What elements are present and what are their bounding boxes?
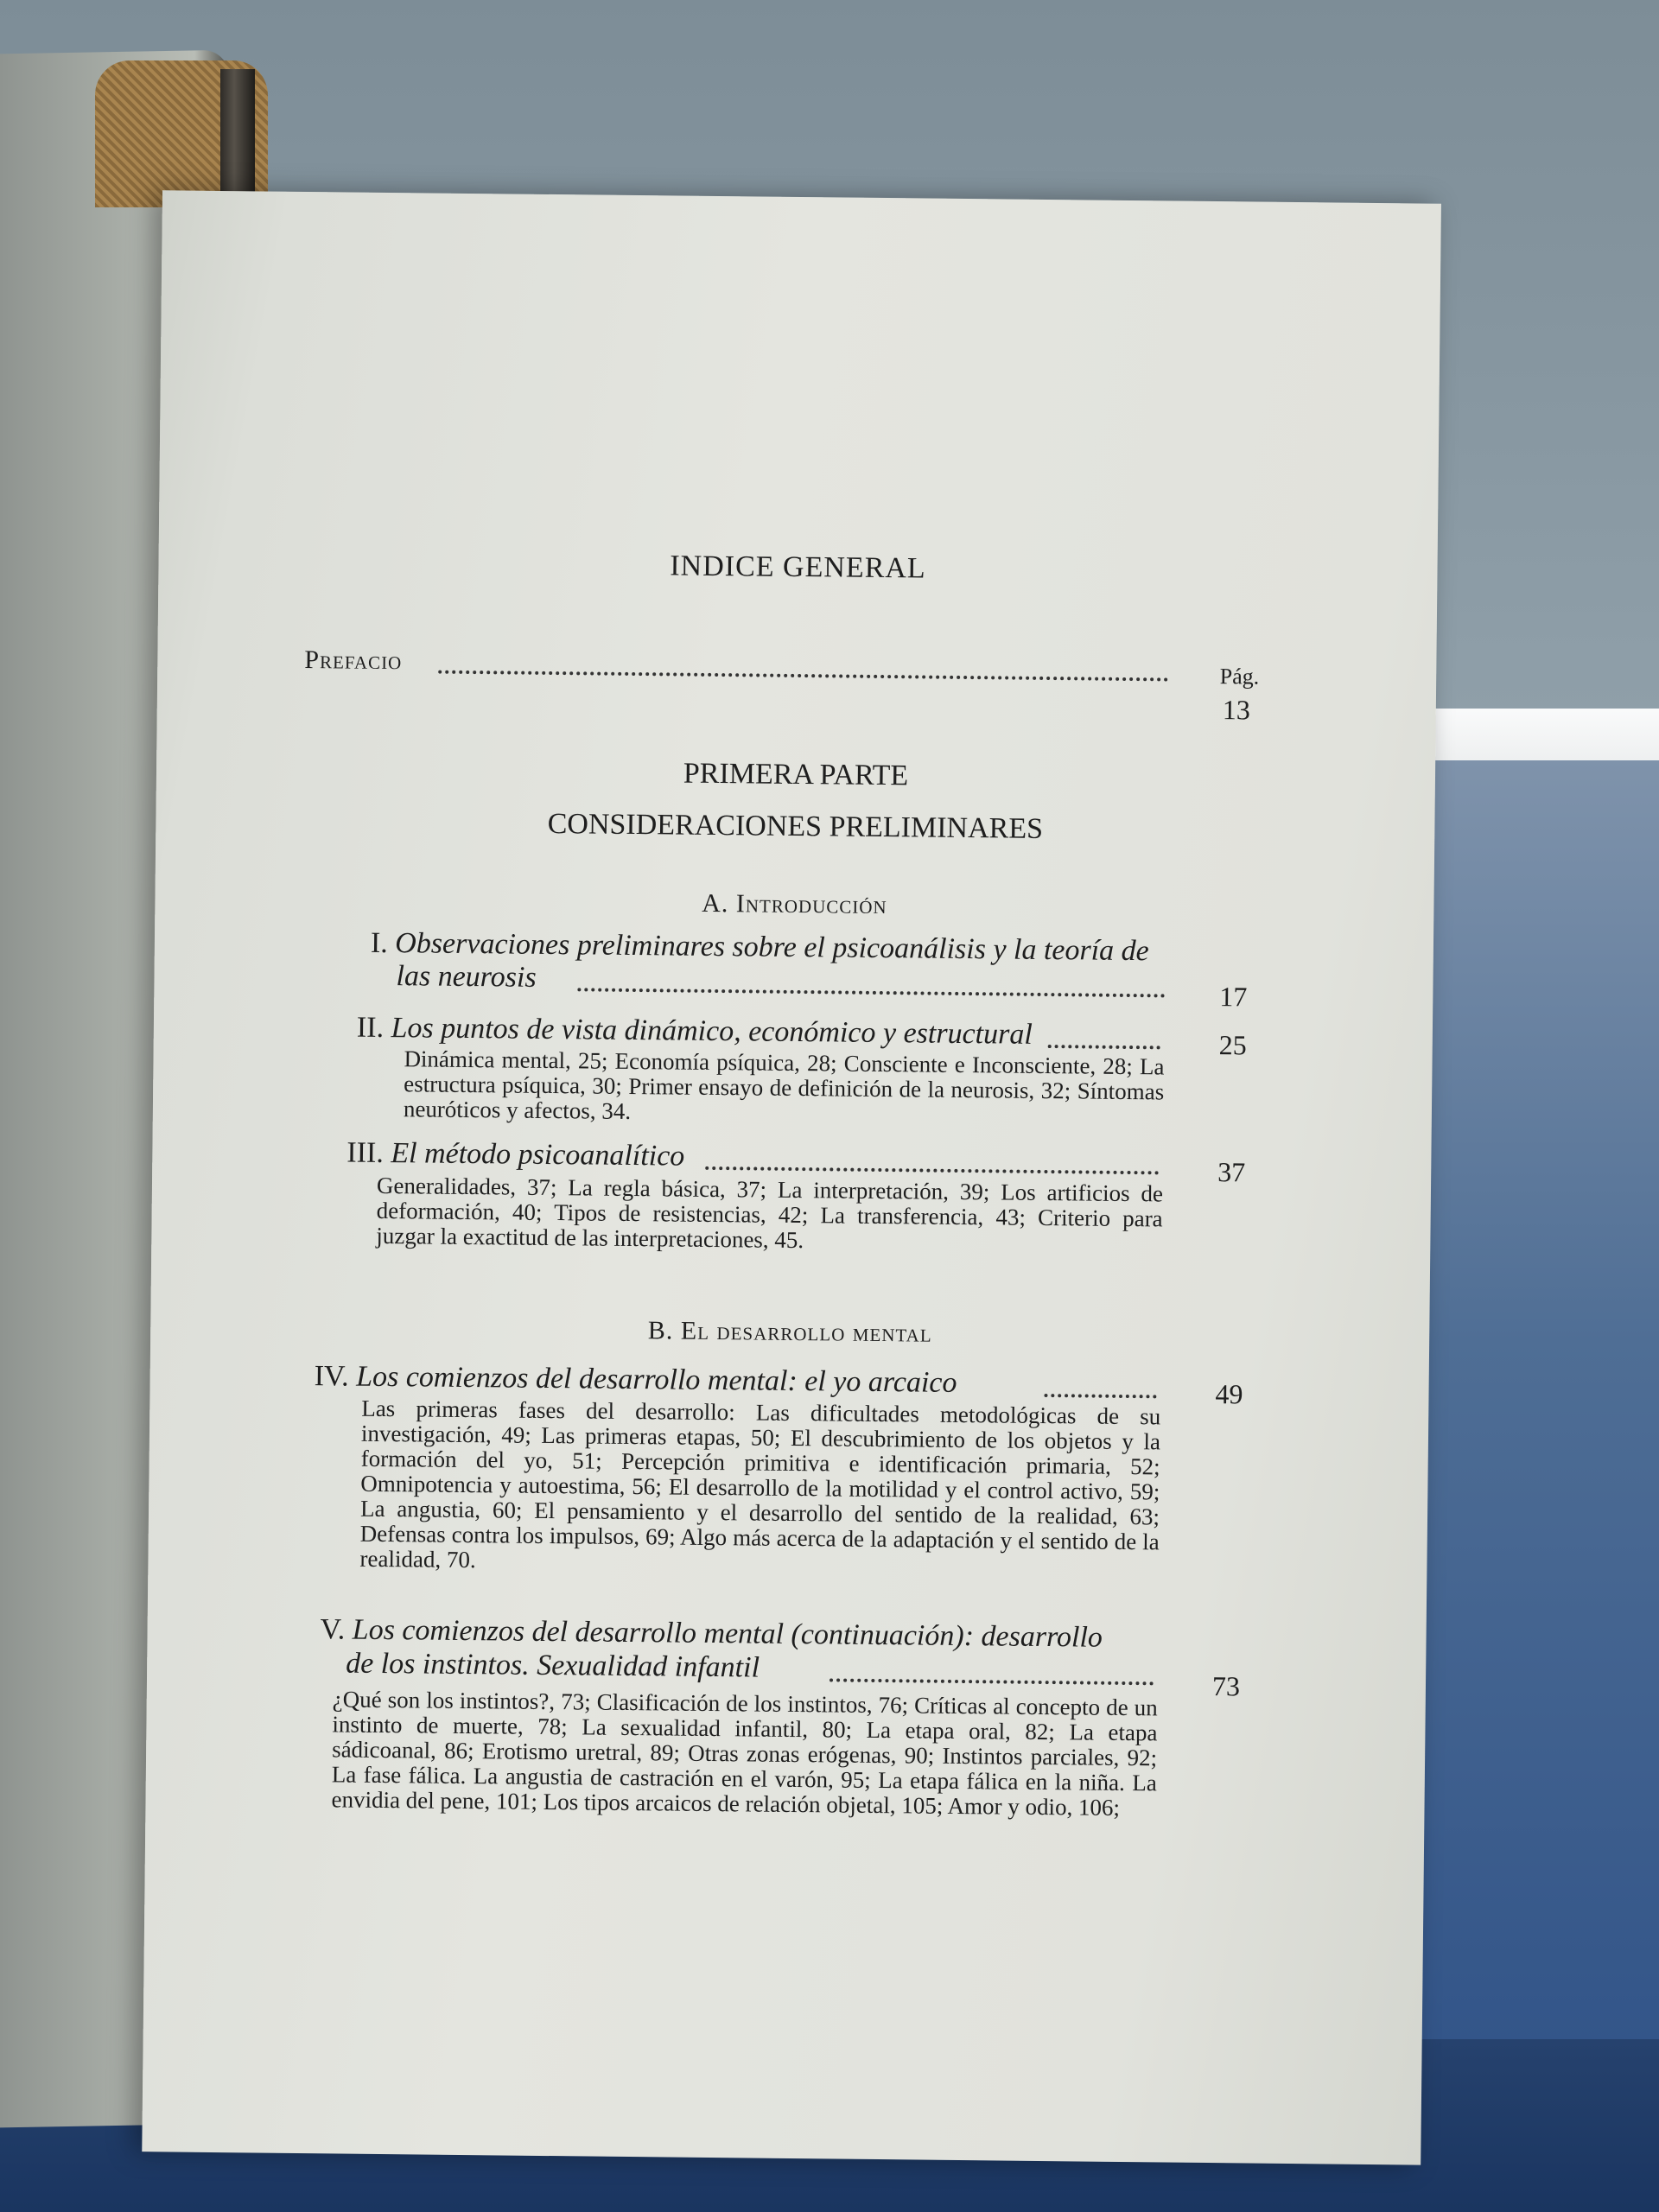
preface-page: 13 <box>1222 694 1251 726</box>
chapter-page: 25 <box>1218 1029 1247 1061</box>
book-page <box>142 190 1441 2164</box>
chapter-page: 49 <box>1215 1378 1243 1410</box>
chapter-page: 37 <box>1217 1156 1246 1188</box>
chapter-title-line: Los comienzos del desarrollo mental: el yo arcaico <box>355 1360 957 1399</box>
chapter-title-line2: de los instintos. Sexualidad infantil <box>346 1647 760 1684</box>
chapter-number: IV. <box>314 1360 349 1393</box>
chapter-contents: Las primeras fases del desarrollo: Las dificultades metodológicas de su investigación, 49; Las primeras etapas, 50; El descubrimiento de los objetos y la formación del yo, 51; Percepción primitiva e identificación primaria, 52; Omnipotencia y autoestima, 56; El desarrollo de la motilidad y el control activo, 59; La angustia, 60; El pensamiento y el desarrollo del sentido de la realidad, 63; Defensas contra los impulsos, 69; Algo más acerca de la adaptación y el sentido de la realidad, 70. <box>359 1395 1161 1573</box>
chapter-contents: Generalidades, 37; La regla básica, 37; La interpretación, 39; Los artificios de deformación, 40; Tipos de resistencias, 42; La transferencia, 43; Criterio para juzgar la exactitud de las interpretaciones, 45. <box>376 1172 1164 1254</box>
preface-label: Prefacio <box>304 645 403 676</box>
section-a-heading: A. Introducción <box>702 888 887 920</box>
chapter-number: III. <box>346 1136 385 1169</box>
part-subtitle: CONSIDERACIONES PRELIMINARES <box>547 807 1044 845</box>
pag-label: Pág. <box>1219 664 1260 690</box>
chapter-contents: Dinámica mental, 25; Economía psíquica, 28; Consciente e Inconsciente, 28; La estructura psíquica, 30; Primer ensayo de definición de la neurosis, 32; Síntomas neuróticos y afectos, 34. <box>403 1046 1165 1124</box>
section-b-heading: B. El desarrollo mental <box>647 1316 932 1348</box>
chapter-title-line: El método psicoanalítico <box>391 1137 685 1173</box>
preface-leader <box>438 671 1168 682</box>
background-wall <box>1417 760 1659 2212</box>
chapter-contents: ¿Qué son los instintos?, 73; Clasificación de los instintos, 76; Críticas al concepto de un instinto de muerte, 78; La sexualidad infantil, 80; La etapa oral, 82; La etapa sádicoanal, 86; Erotismo uretral, 89; Otras zonas erógenas, 90; Instintos parciales, 92; La fase fálica. La angustia de castración en el varón, 95; La etapa fálica en la niña. La envidia del pene, 101; Los tipos arcaicos de relación objetal, 105; Amor y odio, 106; <box>331 1686 1158 1821</box>
page-title: INDICE GENERAL <box>670 550 926 585</box>
chapter-title-line: Los comienzos del desarrollo mental (continuación): desarrollo <box>352 1613 1103 1654</box>
part-label: PRIMERA PARTE <box>683 757 909 792</box>
chapter-title-line: Los puntos de vista dinámico, económico y estructural <box>391 1012 1033 1051</box>
window-light <box>1434 709 1659 760</box>
chapter-page: 17 <box>1219 981 1248 1013</box>
chapter-title-line: Observaciones preliminares sobre el psicoanálisis y la teoría de <box>395 927 1149 968</box>
chapter-number: II. <box>356 1011 385 1044</box>
chapter-title-line2: las neurosis <box>396 960 537 994</box>
chapter-number: I. <box>370 926 388 960</box>
chapter-number: V. <box>320 1613 346 1646</box>
chapter-page: 73 <box>1211 1670 1241 1702</box>
